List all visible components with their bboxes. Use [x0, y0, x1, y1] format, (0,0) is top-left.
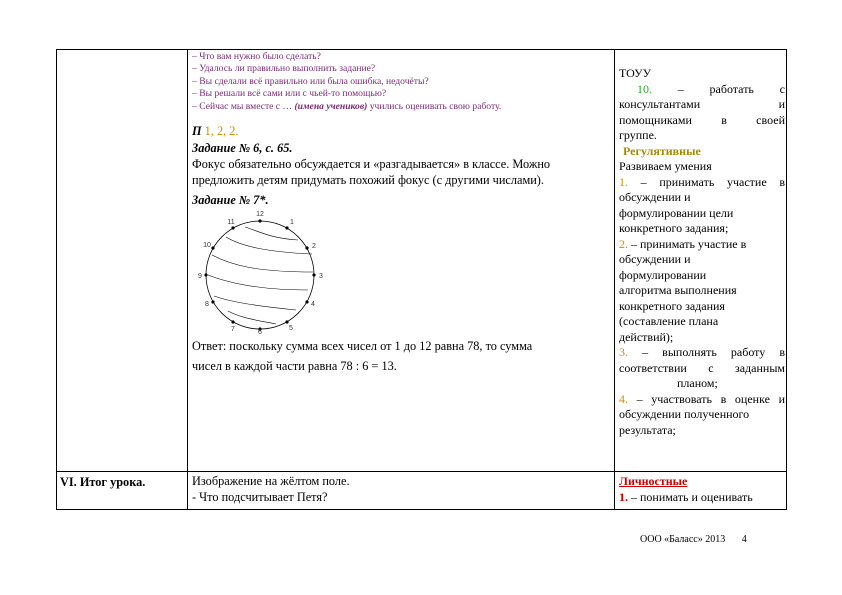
toyu-text: – работать с [652, 81, 785, 96]
answer-line: чисел в каждой части равна 78 : 6 = 13. [192, 358, 397, 373]
skill-4-line: обсуждении полученного [619, 407, 750, 421]
clock-dot [204, 273, 207, 276]
toyu-line [619, 82, 785, 98]
skill-2-line [619, 237, 785, 253]
personal-heading: Личностные [619, 474, 688, 488]
clock-diagram [196, 210, 326, 334]
skill-number: 2. [619, 236, 628, 251]
skill-1-line: обсуждении и [619, 190, 691, 204]
clock-dot [211, 300, 214, 303]
personal-skill-line [619, 490, 785, 506]
division-curve [208, 275, 308, 290]
clock-number-4: 4 [311, 301, 315, 308]
division-curve [226, 237, 312, 254]
skill-text: – участвовать в оценке и [628, 391, 785, 406]
skill-text: – принимать участие в [628, 174, 785, 189]
toyu-line: консультантами и [619, 97, 785, 111]
summary-line: - Что подсчитывает Петя? [192, 489, 328, 504]
stage-label: VI. Итог урока. [60, 475, 146, 489]
table-divider-1 [187, 49, 188, 510]
clock-dot [312, 273, 315, 276]
question-line: – Удалось ли правильно выполнить задание? [192, 63, 376, 75]
clock-dot [231, 226, 234, 229]
clock-number-12: 12 [256, 211, 264, 218]
skill-2-line: формулировании [619, 267, 707, 282]
table-border-left [56, 49, 57, 510]
p-line [192, 124, 612, 140]
skill-3-line: планом; [677, 376, 718, 390]
page-number: 4 [741, 534, 747, 545]
question-text: – Сейчас мы вместе с … [192, 100, 295, 112]
clock-number-2: 2 [312, 243, 316, 250]
question-line-last [192, 101, 501, 113]
competencies-column [619, 66, 785, 438]
clock-number-11: 11 [227, 219, 235, 226]
division-curve [212, 255, 313, 272]
clock-dot [285, 320, 288, 323]
clock-number-1: 1 [290, 219, 294, 226]
clock-dot [258, 219, 261, 222]
questions-block [192, 51, 501, 113]
question-line: – Вы сделали всё правильно или была ошибка, недочёты? [192, 75, 429, 87]
skill-1-line [619, 175, 785, 191]
question-line: – Вы решали всё сами или с чьей-то помощью? [192, 88, 387, 100]
skill-3-line: соответствии с заданным [619, 360, 785, 375]
question-line: – Что вам нужно было сделать? [192, 51, 321, 62]
skill-4-line [619, 392, 785, 408]
toyu-heading: ТОУУ [619, 66, 652, 80]
task6-text [192, 157, 612, 188]
clock-dot [305, 246, 308, 249]
clock-dot [285, 226, 288, 229]
regulatory-heading: Регулятивные [623, 143, 701, 158]
task6-text-line: Фокус обязательно обсуждается и «разгадывается» в классе. Можно [192, 157, 551, 171]
skill-text: – принимать участие в [628, 236, 747, 251]
clock-circle [206, 221, 314, 329]
task6-title: Задание № 6, с. 65. [192, 141, 293, 155]
clock-dot [211, 246, 214, 249]
answer-line: Ответ: поскольку сумма всех чисел от 1 до 12 равна 78, то сумма [192, 339, 533, 353]
division-curve [228, 311, 276, 324]
skill-2-line: обсуждении и [619, 252, 691, 266]
skill-2-line: (составление плана [619, 314, 719, 328]
clock-dot [305, 300, 308, 303]
clock-number-7: 7 [231, 326, 235, 333]
table-border-top [56, 49, 787, 50]
skill-number: 4. [619, 391, 628, 406]
clock-number-8: 8 [205, 301, 209, 308]
skill-number: 1. [619, 174, 628, 189]
skill-text: – выполнять работу в [628, 345, 785, 359]
toyu-line: группе. [619, 128, 657, 142]
division-curve [245, 227, 298, 240]
skills-subheading: Развиваем умения [619, 159, 712, 173]
skill-number: 1. [619, 489, 628, 504]
clock-number-5: 5 [289, 325, 293, 332]
personal-competencies [619, 474, 785, 505]
clock-number-3: 3 [319, 273, 323, 280]
skill-2-line: действий); [619, 329, 674, 344]
clock-dots [204, 219, 315, 330]
table-divider-2 [614, 49, 615, 510]
footer-company: ООО «Баласс» 2013 [640, 534, 726, 545]
skill-1-line: конкретного задания; [619, 221, 729, 235]
row-divider [56, 471, 787, 472]
student-names-placeholder: (имена учеников) [294, 100, 368, 112]
skill-number: 3. [619, 345, 628, 359]
p-numbers: 1, 2, 2. [204, 124, 239, 138]
skill-3-line [619, 345, 785, 361]
task7-title: Задание № 7*. [192, 193, 269, 207]
summary-line: Изображение на жёлтом поле. [192, 474, 350, 488]
division-curves [208, 227, 313, 324]
task6-text-line: предложить детям придумать похожий фокус (с другими числами). [192, 172, 544, 187]
toyu-line: помощниками в своей [619, 112, 785, 127]
skill-2-line: алгоритма выполнения [619, 283, 737, 297]
p-label: П [192, 124, 205, 138]
skill-2-line: конкретного задания [619, 298, 725, 313]
division-curve [214, 296, 296, 310]
summary-text [192, 474, 612, 505]
clock-number-9: 9 [198, 273, 202, 280]
table-border-bottom [56, 509, 787, 510]
question-text-end: учились оценивать свою работу. [367, 100, 502, 112]
clock-number-10: 10 [203, 242, 211, 249]
skill-4-line: результата; [619, 422, 676, 437]
skill-1-line: формулировании цели [619, 205, 734, 220]
skill-text: – понимать и оценивать [628, 489, 753, 504]
toyu-number: 10. [637, 81, 652, 96]
clock-number-6: 6 [258, 329, 262, 334]
page-footer [640, 534, 747, 545]
table-border-right [786, 49, 787, 510]
answer-text [192, 339, 612, 374]
clock-dot [231, 320, 234, 323]
clock-labels [198, 211, 323, 334]
